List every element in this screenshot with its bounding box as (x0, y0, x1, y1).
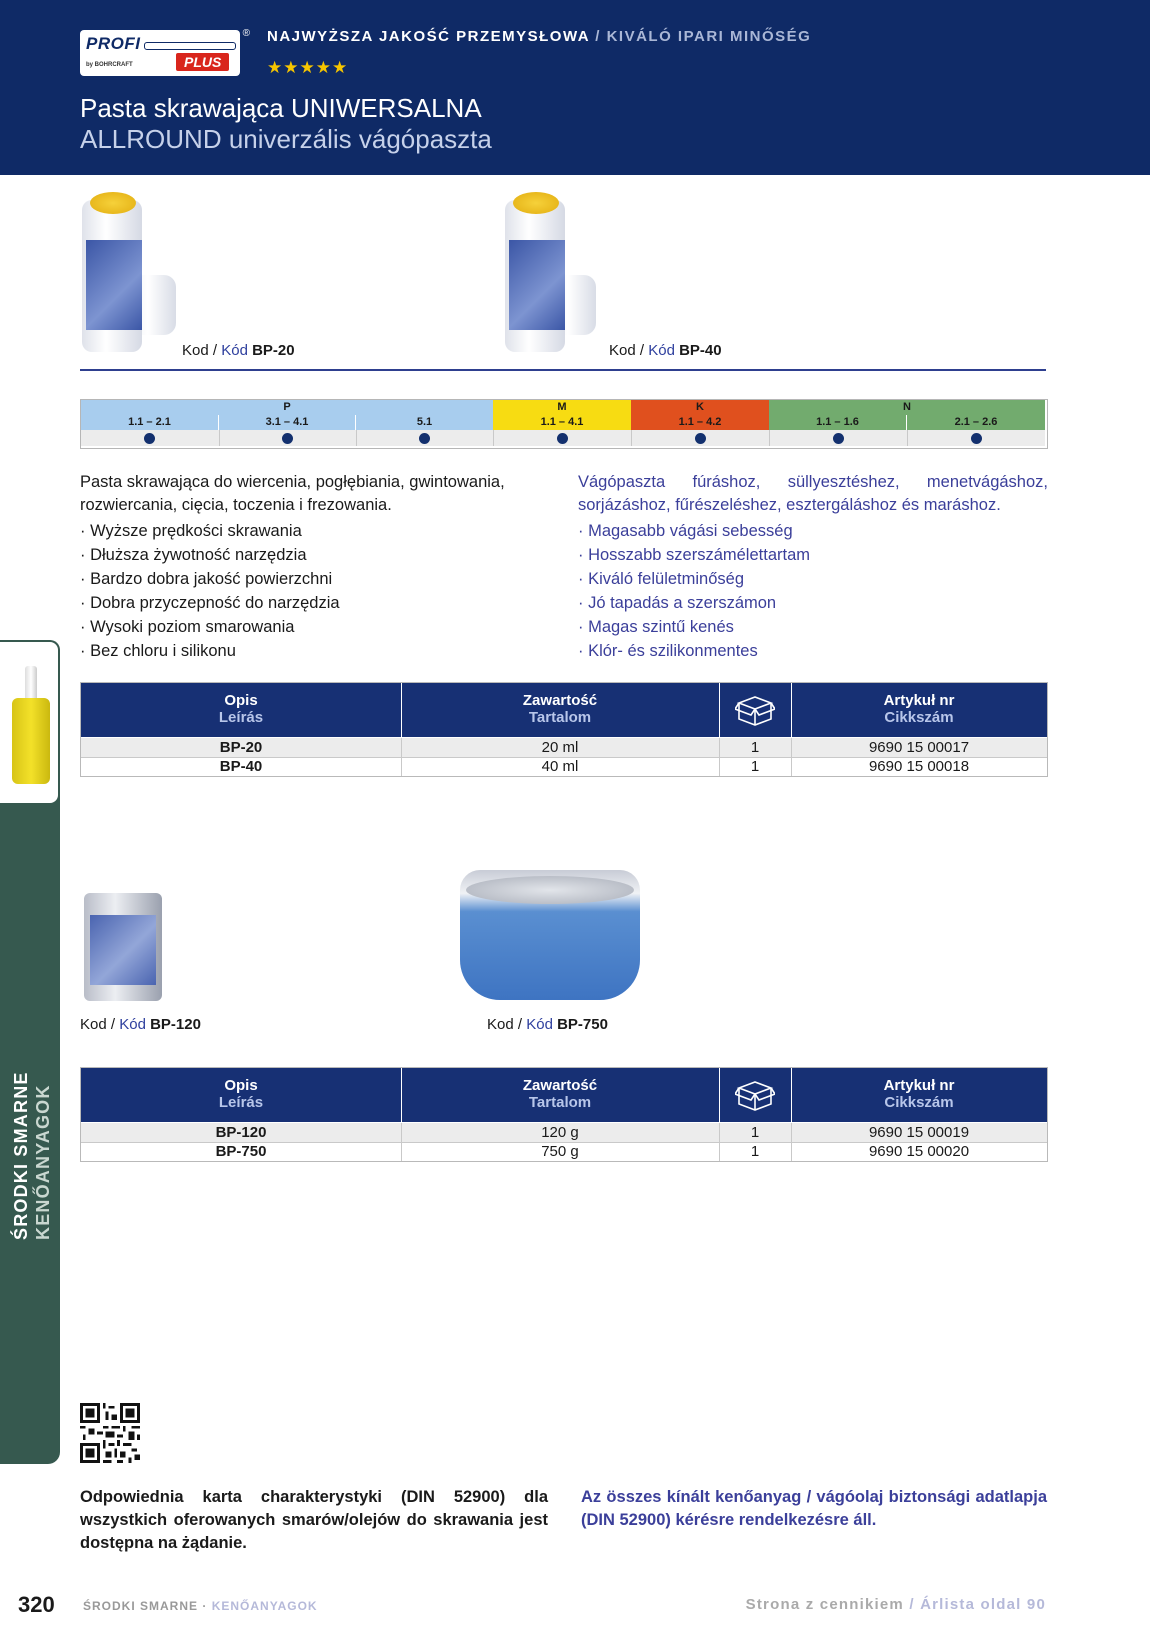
range-cell: 3.1 – 4.1 (219, 415, 356, 430)
material-group-p: P (81, 400, 493, 415)
table-row: BP-120 120 g 1 9690 15 00019 (81, 1123, 1047, 1142)
tagline-separator: / (589, 28, 607, 45)
table-header (81, 683, 1047, 737)
feature-item: · Dłuższa żywotność narzędzia (80, 546, 307, 564)
paste-cap (513, 192, 559, 214)
sidebar-section-label: ŚRODKI SMARNE KENŐANYAGOK (11, 1071, 53, 1240)
product-table-1 (80, 682, 1048, 777)
header-zawartosc: Zawartość Tartalom (522, 692, 598, 726)
suitable-dot-icon (695, 433, 706, 444)
profi-plus-logo (80, 28, 250, 76)
logo-plus-text: PLUS (176, 53, 229, 71)
table-row: BP-40 40 ml 1 9690 15 00018 (81, 757, 1047, 776)
range-cell: 2.1 – 2.6 (907, 415, 1045, 430)
header-opis: Opis Leírás (218, 1077, 264, 1111)
feature-item: · Klór- és szilikonmentes (578, 642, 758, 660)
feature-item: · Magas szintű kenés (578, 618, 734, 636)
feature-item: · Magasabb vágási sebesség (578, 522, 793, 540)
feature-item: · Kiváló felületminőség (578, 570, 744, 588)
feature-item: · Bez chloru i silikonu (80, 642, 236, 660)
drill-icon (144, 42, 236, 50)
range-cell: 1.1 – 4.2 (631, 415, 769, 430)
footer-section-label: ŚRODKI SMARNE · KENŐANYAGOK (83, 1599, 318, 1613)
safety-datasheet-note-pl: Odpowiednia karta charakterystyki (DIN 52900) dla wszystkich oferowanych smarów/olejów do skrawania jest dostępna na żądanie. (80, 1488, 548, 1552)
table-header (81, 1068, 1047, 1122)
product-caption-bp40: Kod / Kód BP-40 (609, 342, 722, 359)
feature-item: · Hosszabb szerszámélettartam (578, 546, 810, 564)
suitable-dot-icon (833, 433, 844, 444)
logo-profi-text: PROFI (86, 34, 141, 53)
description-pl: Pasta skrawająca do wiercenia, pogłębiania, gwintowania, rozwiercania, cięcia, toczenia i frezowania. (80, 473, 505, 514)
suitable-dot-icon (971, 433, 982, 444)
product-image-bp750 (460, 870, 640, 1000)
product-caption-bp20: Kod / Kód BP-20 (182, 342, 295, 359)
material-suitability-grid (80, 399, 1048, 449)
registered-mark: ® (242, 28, 250, 39)
header-artykul: Artykuł nr Cikkszám (883, 692, 955, 726)
suitable-dot-icon (144, 433, 155, 444)
suitable-dot-icon (419, 433, 430, 444)
feature-item: · Bardzo dobra jakość powierzchni (80, 570, 333, 588)
box-icon (719, 693, 791, 731)
header-artykul: Artykuł nr Cikkszám (883, 1077, 955, 1111)
product-code: BP-120 (150, 1016, 201, 1033)
product-image-bp120 (84, 893, 162, 1001)
page-title-pl: Pasta skrawająca UNIWERSALNA (80, 93, 482, 123)
tagline-pl: NAJWYŻSZA JAKOŚĆ PRZEMYSŁOWA (267, 28, 590, 45)
product-image-bp40 (505, 200, 565, 352)
safety-datasheet-note-hu: Az összes kínált kenőanyag / vágóolaj biztonsági adatlapja (DIN 52900) kérésre rendelkezésre áll. (581, 1488, 1047, 1529)
header-opis: Opis Leírás (218, 692, 264, 726)
product-caption-bp750: Kod / Kód BP-750 (487, 1016, 608, 1033)
page-title-hu: ALLROUND univerzális vágópaszta (80, 124, 492, 154)
description-hu: Vágópaszta fúráshoz, süllyesztéshez, menetvágáshoz, sorjázáshoz, fűrészeléshez, esztergáláshoz és maráshoz. (578, 473, 1048, 514)
material-group-n: N (769, 400, 1045, 415)
price-list-reference: Strona z cennikiem / Árlista oldal 90 (745, 1596, 1046, 1613)
range-cell: 5.1 (356, 415, 493, 430)
bottle-icon (25, 666, 37, 698)
range-cell: 1.1 – 1.6 (769, 415, 907, 430)
product-code: BP-750 (557, 1016, 608, 1033)
range-cell: 1.1 – 2.1 (81, 415, 219, 430)
oil-bottle-icon (12, 698, 50, 784)
material-group-m: M (493, 400, 631, 415)
box-icon (719, 1078, 791, 1116)
qr-code-icon (80, 1403, 140, 1463)
table-row: BP-20 20 ml 1 9690 15 00017 (81, 738, 1047, 757)
table-row: BP-750 750 g 1 9690 15 00020 (81, 1142, 1047, 1161)
product-table-2 (80, 1067, 1048, 1162)
feature-item: · Wysoki poziom smarowania (80, 618, 295, 636)
product-label (86, 240, 142, 330)
feature-list-pl (80, 519, 340, 663)
material-group-k: K (631, 400, 769, 415)
product-caption-bp120: Kod / Kód BP-120 (80, 1016, 201, 1033)
product-image-bp20 (82, 200, 142, 352)
quality-tagline (267, 28, 811, 45)
product-label (90, 915, 156, 985)
header-zawartosc: Zawartość Tartalom (522, 1077, 598, 1111)
tagline-hu: KIVÁLÓ IPARI MINŐSÉG (606, 28, 812, 45)
feature-item: · Wyższe prędkości skrawania (80, 522, 302, 540)
rating-stars-icon: ★★★★★ (267, 58, 349, 77)
page-number: 320 (18, 1592, 55, 1617)
feature-item: · Dobra przyczepność do narzędzia (80, 594, 340, 612)
product-code: BP-20 (252, 342, 295, 359)
feature-item: · Jó tapadás a szerszámon (578, 594, 777, 612)
section-divider (80, 369, 1046, 371)
feature-list-hu (578, 519, 810, 663)
tin-lid (466, 876, 634, 904)
suitable-dot-icon (557, 433, 568, 444)
paste-cap (90, 192, 136, 214)
logo-by-text: by BOHRCRAFT (86, 62, 133, 68)
product-label (509, 240, 565, 330)
range-cell: 1.1 – 4.1 (493, 415, 631, 430)
product-code: BP-40 (679, 342, 722, 359)
suitable-dot-icon (282, 433, 293, 444)
